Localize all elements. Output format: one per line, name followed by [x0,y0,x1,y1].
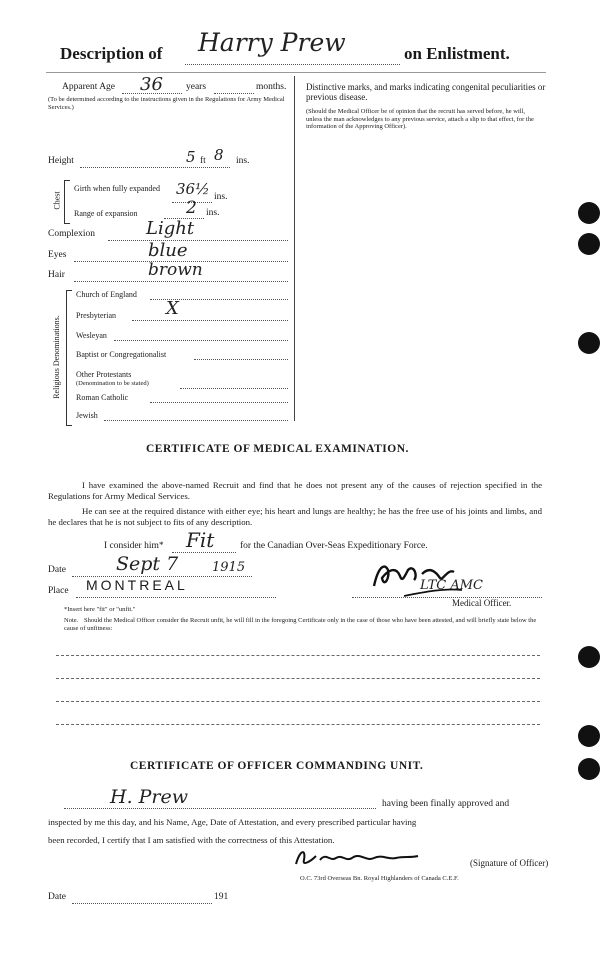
medical-note: Should the Medical Officer consider the Recruit unfit, he will fill in the foregoing Certificate only in the case of those who have been attested, and will briefly state below the cause of unfitness: [64,617,537,632]
officer-year-suffix: 191 [214,892,229,902]
punch-hole [578,233,600,255]
unfitness-line [56,724,540,725]
medical-date-value: Sept 7 [116,553,179,575]
religion-bracket [66,290,72,426]
religion-denomination-note: (Denomination to be stated) [76,380,149,387]
unfitness-line [56,678,540,679]
age-years-label: years [186,82,207,92]
consider-prefix: I consider him* [104,541,164,551]
chest-label: Chest [52,191,62,210]
medical-officer-line [352,597,542,598]
medical-para-2: He can see at the required distance with either eye; his heart and lungs are healthy; he has the free use of his joints and limbs, and he declares that he is not subject to fits of any description. [48,506,542,527]
age-months-label: months. [256,82,287,92]
girth-label: Girth when fully expanded [74,184,160,193]
title-suffix: on Enlistment. [404,44,510,63]
officer-line2: inspected by me this day, and his Name, Age, Date of Attestation, and every prescribed particular having [48,817,417,827]
religion-line [104,420,288,421]
unfitness-line [56,701,540,702]
religion-presbyterian: Presbyterian [76,311,116,320]
officer-date-label: Date [48,892,66,902]
punch-hole [578,758,600,780]
punch-hole [578,202,600,224]
religion-other-protestants: Other Protestants [76,370,132,379]
religion-line [150,402,288,403]
medical-date-label: Date [48,565,66,575]
medical-officer-label: Medical Officer. [452,598,512,608]
religion-line [132,320,288,321]
medical-para-1: I have examined the above-named Recruit and find that he does not present any of the causes of rejection specified in the Regulations for Army Medical Services. [48,480,542,501]
religion-line [180,388,288,389]
eyes-label: Eyes [48,250,67,260]
complexion-label: Complexion [48,229,95,239]
expansion-label: Range of expansion [74,209,138,218]
religion-label: Religious Denominations. [52,315,61,399]
complexion-value: Light [146,218,195,239]
consider-line [172,552,236,553]
religion-mark: X [166,298,179,319]
complexion-line [108,240,288,241]
officer-signature-label: (Signature of Officer) [470,858,549,868]
height-line [80,167,230,168]
height-feet: 5 [186,148,196,166]
insert-note: *Insert here "fit" or "unfit." [64,606,136,613]
hair-label: Hair [48,270,65,280]
medical-officer-rank: LTC AMC [420,578,483,593]
age-label: Apparent Age [62,82,116,92]
medical-place-label: Place [48,586,69,596]
girth-unit: ins. [214,192,228,202]
medical-note-label: Note. [64,617,79,624]
recruit-name: Harry Prew [198,28,346,57]
height-in-unit: ins. [236,156,250,166]
girth-value: 36½ [176,180,210,198]
chest-bracket [64,180,70,224]
punch-hole [578,646,600,668]
expansion-value: 2 [186,198,197,218]
title-name-line [185,64,400,65]
medical-certificate-title: CERTIFICATE OF MEDICAL EXAMINATION. [146,443,409,455]
religion-line [194,359,288,360]
medical-year-value: 1915 [212,560,246,575]
religion-baptist: Baptist or Congregationalist [76,350,167,359]
expansion-unit: ins. [206,208,220,218]
height-inches: 8 [214,146,224,164]
age-value: 36 [140,74,163,95]
title-prefix: Description of [60,44,163,63]
height-label: Height [48,156,74,166]
officer-signature-title: O.C. 73rd Overseas Bn. Royal Highlanders of Canada C.E.F. [300,875,459,882]
months-line [214,93,254,94]
commanding-officer-signature-graphic [290,838,440,874]
eyes-value: blue [148,240,188,261]
column-divider [294,76,295,421]
medical-place-line [76,597,276,598]
hair-value: brown [148,260,203,280]
fitness-value: Fit [186,528,215,552]
religion-roman-catholic: Roman Catholic [76,393,129,402]
age-note: (To be determined according to the instructions given in the Regulations for Army Medical Services.) [48,96,285,111]
punch-hole [578,725,600,747]
hair-line [74,281,288,282]
consider-suffix: for the Canadian Over-Seas Expeditionary Force. [240,541,428,551]
height-ft-unit: ft [200,156,206,166]
religion-wesleyan: Wesleyan [76,331,107,340]
commanding-officer-signature [290,838,440,874]
medical-place-value: MONTREAL [86,577,188,593]
header-rule [46,72,546,73]
unfitness-line [56,655,540,656]
punch-hole [578,332,600,354]
officer-date-line [72,903,212,904]
marks-note: (Should the Medical Officer be of opinion that the recruit has served before, he will, unless the man acknowledges to any previous service, attach a slip to that effect, for the information of the Approving Officer). [306,108,534,130]
officer-line1-suffix: having been finally approved and [382,799,510,809]
officer-name-line [64,808,376,809]
marks-heading: Distinctive marks, and marks indicating congenital peculiarities or previous disease. [306,82,546,102]
officer-certificate-title: CERTIFICATE OF OFFICER COMMANDING UNIT. [130,760,424,772]
religion-church-of-england: Church of England [76,290,137,299]
officer-recruit-name: H. Prew [110,786,189,808]
officer-line3: been recorded, I certify that I am satisfied with the correctness of this Attestation. [48,835,335,845]
religion-line [114,340,288,341]
religion-jewish: Jewish [76,411,98,420]
